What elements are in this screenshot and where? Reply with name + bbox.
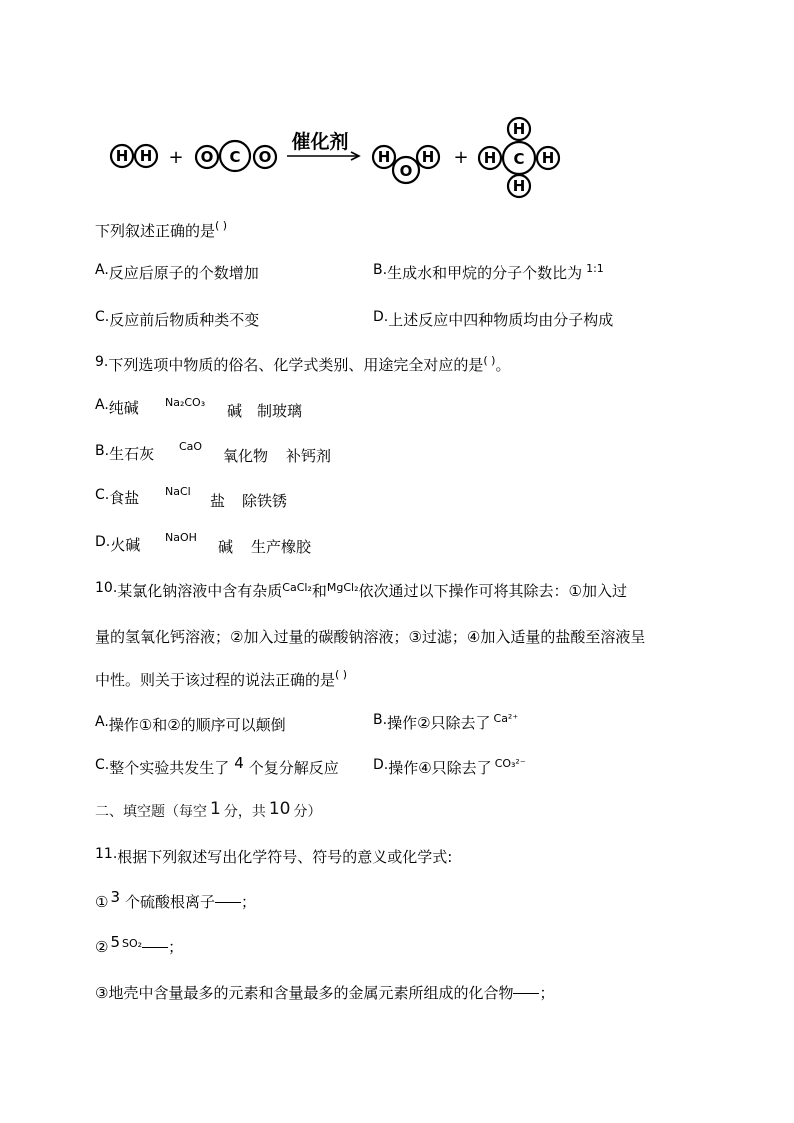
q9-stem: 9.下列选项中物质的俗名、化学式类别、用途完全对应的是( )。: [95, 354, 511, 374]
q10-option-b: B.操作②只除去了 $^{Ca^{2+}}$: [373, 712, 519, 732]
q9-option-d: D.火碱: [95, 534, 141, 554]
ion: CO₃²⁻: [494, 757, 526, 770]
answer-blank: [513, 993, 539, 994]
category: 碱: [218, 538, 234, 556]
use: 生产橡胶: [251, 538, 312, 556]
q11-item-1: ① 3 个硫酸根离子 ；: [95, 888, 257, 911]
q11-item-2: ② 5 $^{SO_2}$ ；: [95, 933, 184, 956]
o-atom-label: O: [200, 148, 214, 166]
use: 补钙剂: [286, 447, 332, 465]
q8-option-b: B.生成水和甲烷的分子个数比为 $^{1:1}$: [373, 262, 604, 282]
h-atom-label: H: [512, 177, 526, 195]
q10-option-d: D.操作④只除去了 $^{CO_3^{2-}}$: [373, 757, 526, 777]
q8-option-a: A.反应后原子的个数增加: [95, 262, 259, 282]
c-atom-label: C: [513, 150, 525, 168]
q9-option-b: B.生石灰: [95, 443, 155, 463]
q8-stem: 下列叙述正确的是( ): [95, 219, 228, 240]
h-atom-label: H: [115, 147, 129, 165]
q10-option-a: A.操作①和②的顺序可以颠倒: [95, 714, 286, 734]
formula: SO₂: [122, 937, 143, 950]
plus-sign: +: [453, 147, 469, 168]
ion: Ca²⁺: [493, 712, 519, 725]
answer-paren: ( ): [483, 354, 496, 367]
o-atom-label: O: [399, 162, 413, 180]
formula: NaOH: [165, 531, 197, 544]
formula: CaCl₂: [282, 581, 312, 594]
ratio: 1:1: [586, 262, 604, 275]
h-atom-label: H: [377, 148, 391, 166]
q10-stem-line3: 中性。则关于该过程的说法正确的是( ): [95, 668, 348, 689]
h-atom-label: H: [421, 148, 435, 166]
h-atom-label: H: [541, 149, 555, 167]
formula: CaO: [179, 440, 203, 453]
reaction-arrow: [287, 152, 359, 160]
q8-option-c: C.反应前后物质种类不变: [95, 309, 260, 329]
q8-option-d: D.上述反应中四种物质均由分子构成: [373, 309, 614, 329]
q10-stem-line2: 量的氢氧化钙溶液；②加入过量的碳酸钠溶液；③过滤；④加入适量的盐酸至溶液呈: [95, 628, 646, 646]
answer-blank: [142, 947, 168, 948]
o-atom-label: O: [258, 148, 272, 166]
h-atom-label: H: [139, 147, 153, 165]
category: 盐: [210, 492, 226, 510]
use: 除铁锈: [242, 492, 288, 510]
use: 制玻璃: [257, 402, 303, 420]
catalyst-label: 催化剂: [291, 131, 349, 153]
h-atom-label: H: [512, 120, 526, 138]
q9-option-c: C.食盐: [95, 487, 140, 507]
formula: Na₂CO₃: [165, 396, 206, 409]
category: 氧化物: [223, 447, 269, 465]
reaction-equation-diagram: [0, 110, 794, 205]
category: 碱: [227, 402, 243, 420]
section-header: 二、填空题（每空 1 分，共 10 分）: [95, 799, 322, 820]
q11-item-3: ③地壳中含量最多的元素和含量最多的金属元素所组成的化合物 ；: [95, 984, 555, 1002]
q11-stem: 11.根据下列叙述写出化学符号、符号的意义或化学式:: [95, 846, 453, 866]
q9-option-a: A.纯碱: [95, 397, 139, 417]
answer-paren: ( ): [215, 219, 228, 232]
formula: MgCl₂: [326, 581, 359, 594]
plus-sign: +: [168, 147, 184, 168]
c-atom-label: C: [229, 148, 241, 166]
answer-blank: [215, 902, 241, 903]
formula: NaCl: [165, 485, 191, 498]
q10-stem-line1: 10.某氯化钠溶液中含有杂质$^{CaCl_2}$和$^{MgCl_2}$依次通过以下操作可将其除去：①加入过: [95, 580, 627, 600]
q10-option-c: C.整个实验共发生了 4 个复分解反应: [95, 754, 339, 777]
h-atom-label: H: [483, 149, 497, 167]
answer-paren: ( ): [335, 668, 348, 681]
